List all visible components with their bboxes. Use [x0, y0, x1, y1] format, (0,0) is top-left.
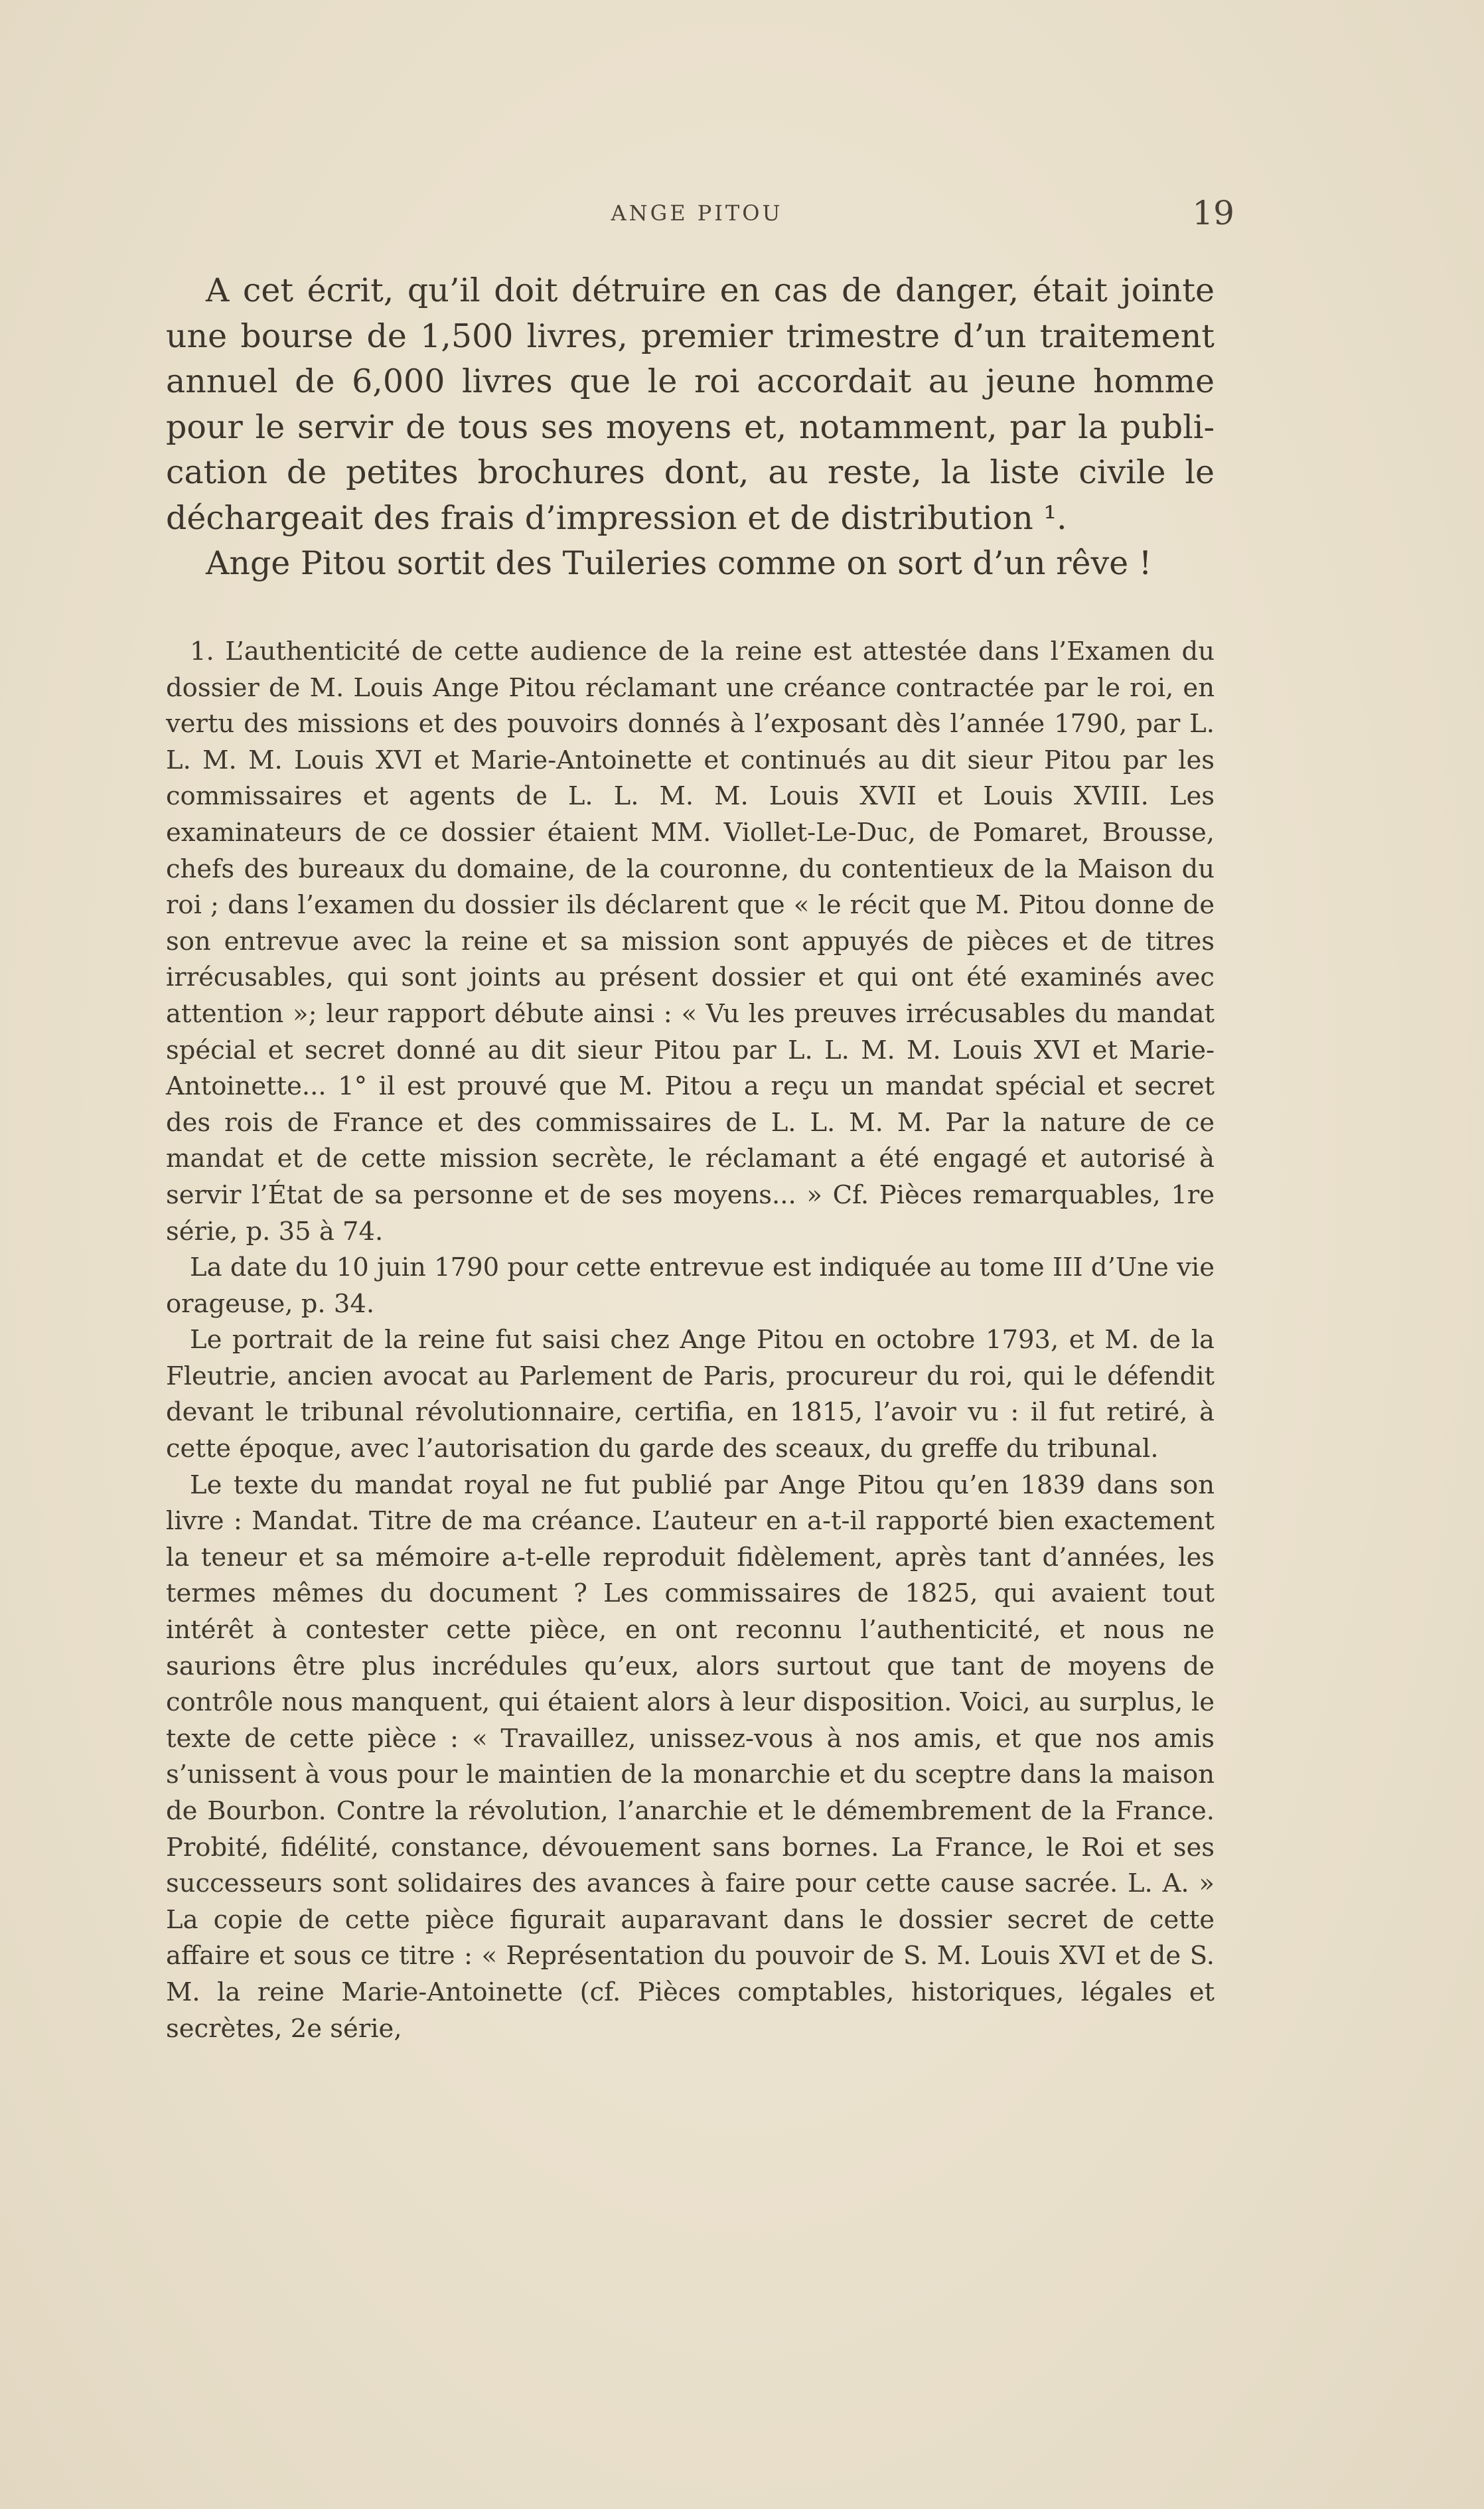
- footnote-paragraph: 1. L’authenticité de cette audience de la reine est attestée dans l’Examen du dossier de M. Louis Ange Pitou réclamant une créance contractée par le roi, en vertu des missions et des pouvoirs donnés à l’exposant dès l’année 1790, par L. L. M. M. Louis XVI et Marie-Antoinette et continués au dit sieur Pitou par les commissaires et agents de L. L. M. M. Louis XVII et Louis XVIII. Les examinateurs de ce dossier étaient MM. Viollet-Le-Duc, de Pomaret, Brousse, chefs des bureaux du domaine, de la couronne, du contentieux de la Maison du roi ; dans l’examen du dossier ils déclarent que « le récit que M. Pitou donne de son entrevue avec la reine et sa mission sont appuyés de pièces et de titres irrécusables, qui sont joints au présent dossier et qui ont été examinés avec attention »; leur rapport débute ainsi : « Vu les preuves irrécusables du mandat spécial et secret donné au dit sieur Pitou par L. L. M. M. Louis XVI et Marie-Antoinette... 1° il est prouvé que M. Pitou a reçu un mandat spécial et secret des rois de France et des commissaires de L. L. M. M. Par la nature de ce mandat et de cette mission secrète, le réclamant a été engagé et autorisé à servir l’État de sa personne et de ses moyens... » Cf. Pièces remarquables, 1re série, p. 35 à 74.: [166, 637, 1215, 1247]
- main-paragraph: Ange Pitou sortit des Tuileries comme on sort d’un rêve !: [206, 544, 1152, 582]
- footnote-paragraph: Le portrait de la reine fut saisi chez Ange Pitou en octobre 1793, et M. de la Fleutrie, ancien avocat au Parlement de Paris, procureur du roi, qui le défendit devant le tribunal révolutionnaire, certifia, en 1815, l’avoir vu : il fut retiré, à cette époque, avec l’autorisation du garde des sceaux, du greffe du tribunal.: [166, 1325, 1215, 1464]
- footnotes: [166, 634, 1215, 2047]
- page-number: 19: [1192, 194, 1234, 232]
- main-paragraph: A cet écrit, qu’il doit détruire en cas de danger, était jointe une bourse de 1,500 livres, premier trimestre d’un traitement annuel de 6,000 livres que le roi accordait au jeune homme pour le servir de tous ses moyens et, notamment, par la publi-cation de petites brochures dont, au reste, la liste civile le déchargeait des frais d’impression et de distribution ¹.: [166, 271, 1215, 537]
- footnote-paragraph: La date du 10 juin 1790 pour cette entrevue est indiquée au tome III d’Une vie orageuse, p. 34.: [166, 1253, 1215, 1319]
- footnote-paragraph: Le texte du mandat royal ne fut publié par Ange Pitou qu’en 1839 dans son livre : Mandat. Titre de ma créance. L’auteur en a-t-il rapporté bien exactement la teneur et sa mémoire a-t-elle reproduit fidèlement, après tant d’années, les termes mêmes du document ? Les commissaires de 1825, qui avaient tout intérêt à contester cette pièce, en ont reconnu l’authenticité, et nous ne saurions être plus incrédules qu’eux, alors surtout que tant de moyens de contrôle nous manquent, qui étaient alors à leur disposition. Voici, au surplus, le texte de cette pièce : « Travaillez, unissez-vous à nos amis, et que nos amis s’unissent à vous pour le maintien de la monarchie et du sceptre dans la maison de Bourbon. Contre la révolution, l’anarchie et le démembrement de la France. Probité, fidélité, constance, dévouement sans bornes. La France, le Roi et ses successeurs sont solidaires des avances à faire pour cette cause sacrée. L. A. » La copie de cette pièce figurait auparavant dans le dossier secret de cette affaire et sous ce titre : « Représentation du pouvoir de S. M. Louis XVI et de S. M. la reine Marie-Antoinette (cf. Pièces comptables, historiques, légales et secrètes, 2e série,: [166, 1470, 1215, 2044]
- page-header: [166, 194, 1234, 234]
- running-title: ANGE PITOU: [611, 200, 783, 226]
- main-text: [166, 268, 1215, 587]
